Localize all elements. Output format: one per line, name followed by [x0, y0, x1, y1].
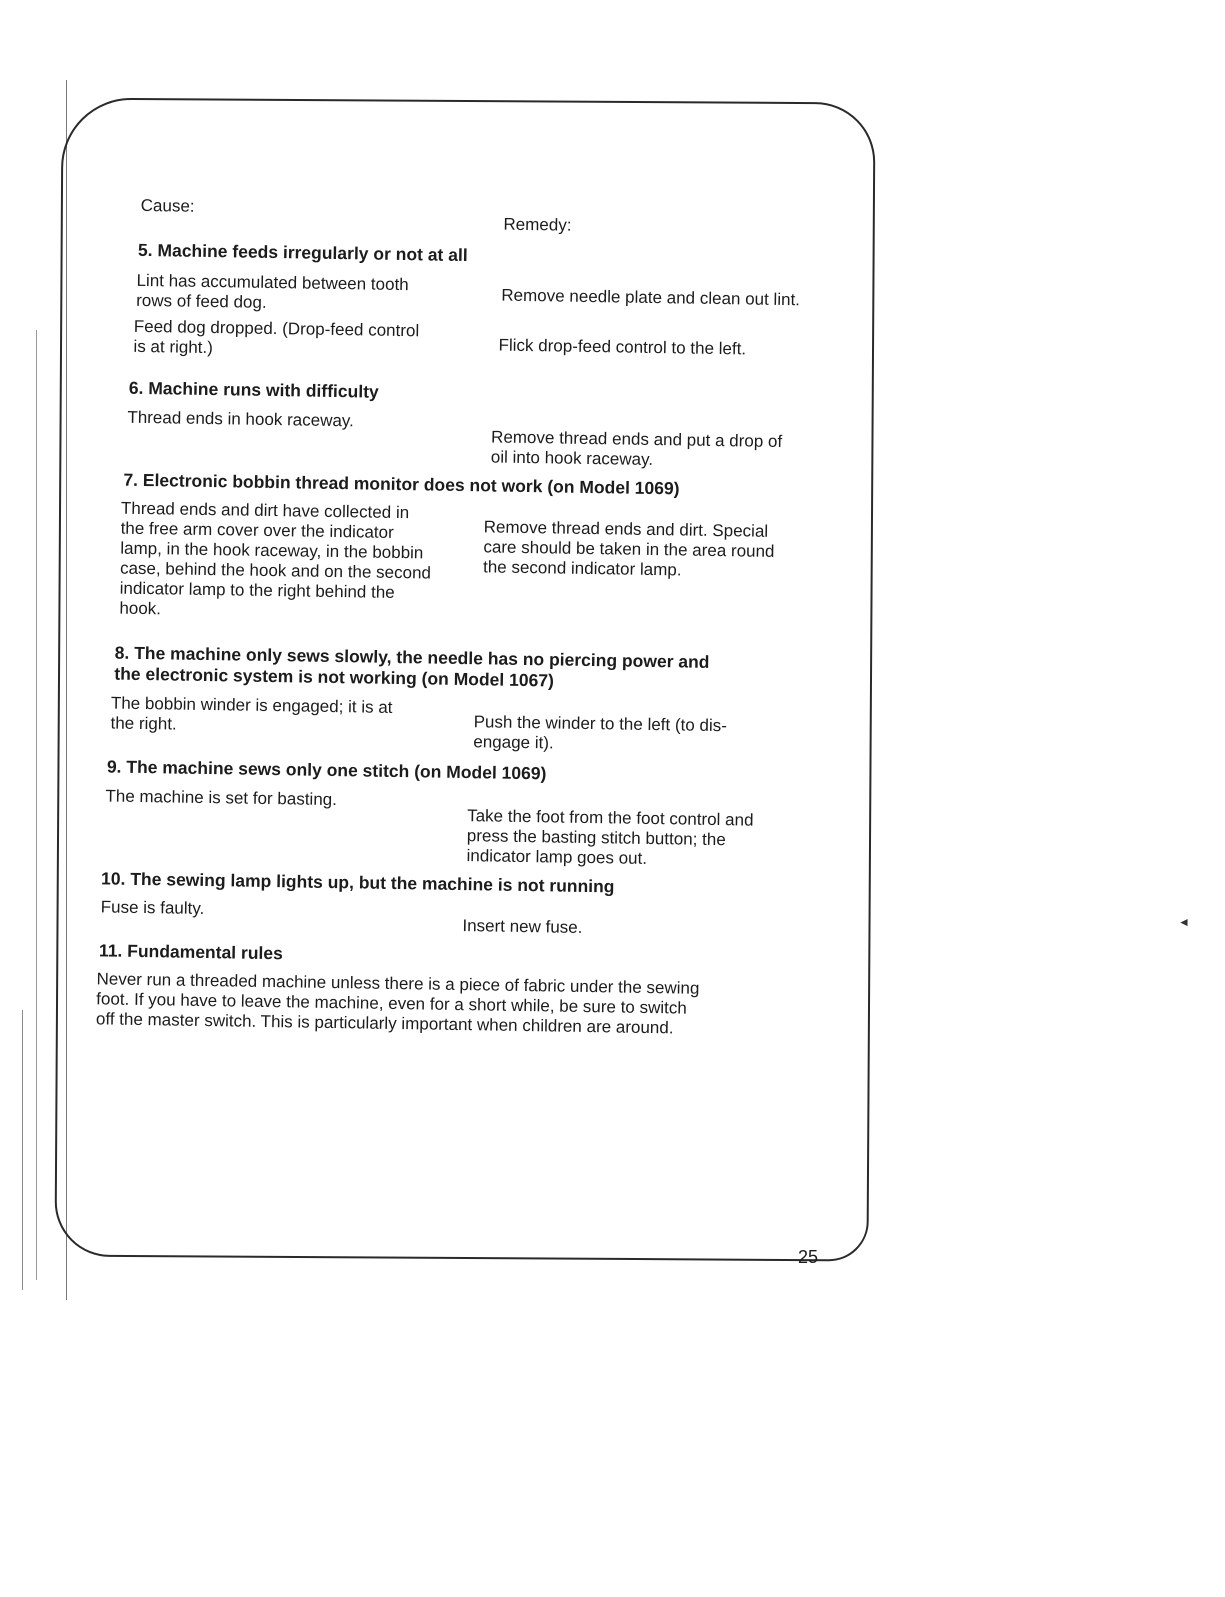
remedy-label: Remedy: — [503, 214, 572, 235]
section-6-cause-1: Thread ends in hook raceway. — [127, 407, 355, 431]
section-5-remedy-2: Flick drop-feed control to the left. — [498, 335, 747, 359]
page-number: 25 — [798, 1247, 819, 1267]
section-6-heading: 6. Machine runs with difficulty — [128, 377, 379, 402]
section-7-cause-1: Thread ends and dirt have collected in the free arm cover over the indicator lamp, in the hook raceway, in the bobbin case, behind the hook and on the second indicator lamp to the right behind the hook. — [119, 498, 432, 619]
section-5-heading: 5. Machine feeds irregularly or not at all — [137, 239, 468, 266]
section-11-heading: 11. Fundamental rules — [98, 940, 283, 964]
section-7-heading: 7. Electronic bobbin thread monitor does not work (on Model 1069) — [123, 469, 680, 499]
section-8-heading: 8. The machine only sews slowly, the needle has no piercing power and the electronic system is not working (on Model 1067) — [114, 642, 710, 691]
section-9-heading: 9. The machine sews only one stitch (on Model 1069) — [106, 756, 547, 784]
section-11-paragraph: Never run a threaded machine unless there is a piece of fabric under the sewing foot. If you have to leave the machine, even for a short while, be sure to switch off the master switch. This is particularly important when children are around. — [95, 969, 700, 1038]
section-6-remedy-1: Remove thread ends and put a drop of oil into hook raceway. — [490, 427, 783, 470]
section-5-cause-2: Feed dog dropped. (Drop-feed control is at right.) — [133, 316, 420, 358]
section-5-remedy-1: Remove needle plate and clean out lint. — [501, 285, 801, 310]
section-5-cause-1: Lint has accumulated between tooth rows of feed dog. — [136, 270, 409, 312]
section-7-remedy-1: Remove thread ends and dirt. Special care should be taken in the area round the second indicator lamp. — [482, 517, 775, 580]
section-8-remedy-1: Push the winder to the left (to dis- engage it). — [473, 712, 728, 753]
section-10-remedy-1: Insert new fuse. — [462, 916, 583, 937]
section-10-heading: 10. The sewing lamp lights up, but the machine is not running — [100, 868, 615, 897]
section-10-cause-1: Fuse is faulty. — [100, 897, 205, 919]
section-8-cause-1: The bobbin winder is engaged; it is at the right. — [110, 693, 393, 734]
section-9-remedy-1: Take the foot from the foot control and press the basting stitch button; the indicator lamp goes out. — [466, 806, 754, 868]
scan-mark: ◄ — [1178, 915, 1190, 929]
section-9-cause-1: The machine is set for basting. — [105, 786, 338, 810]
cause-label: Cause: — [140, 195, 195, 216]
